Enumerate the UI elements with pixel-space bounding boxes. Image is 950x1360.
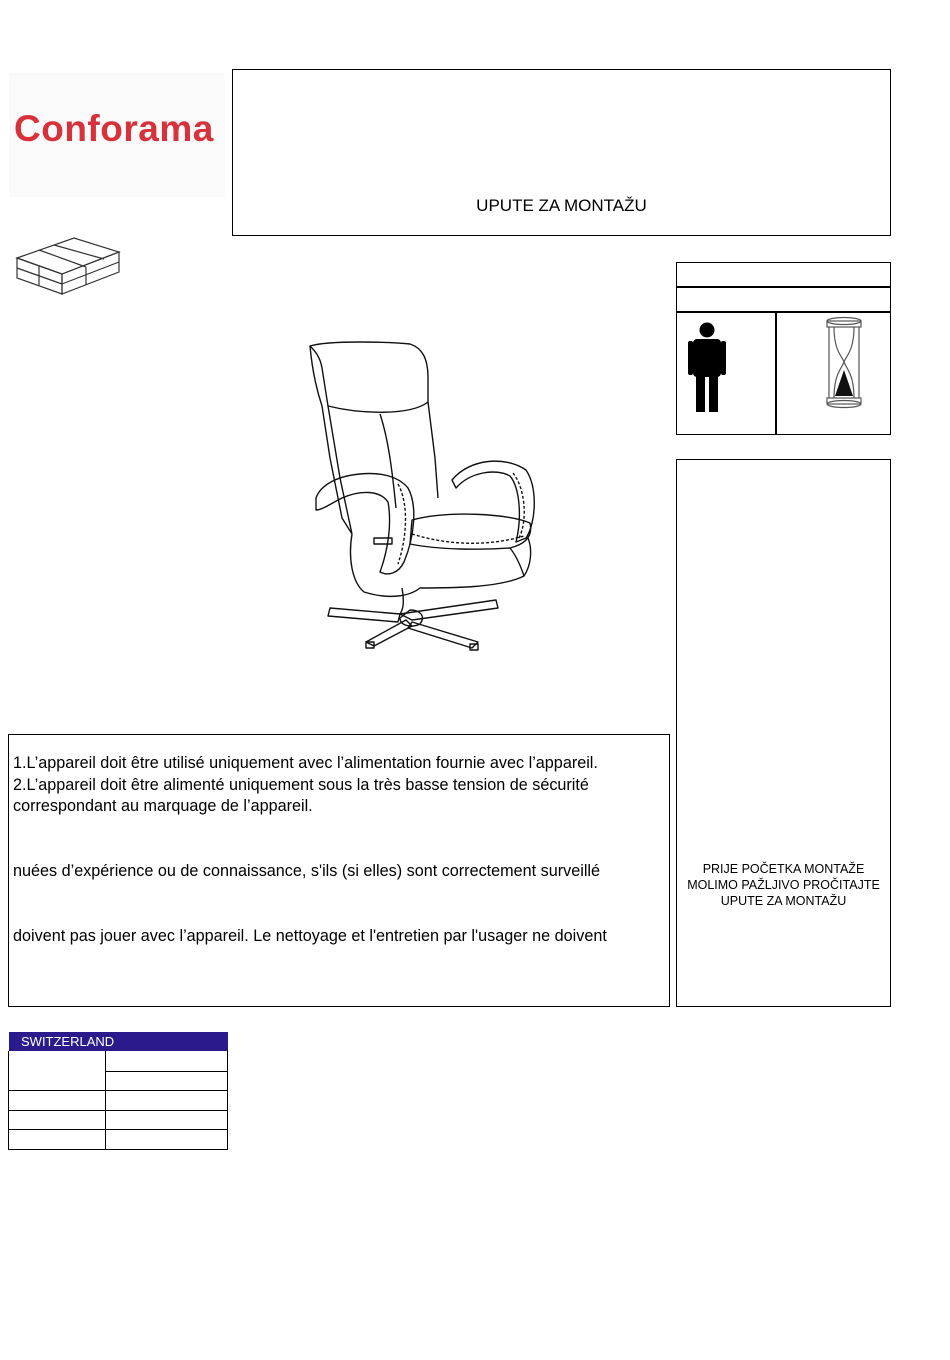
divider [775, 311, 777, 435]
warning-line: correspondant au marquage de l’appareil. [13, 797, 313, 815]
divider [676, 311, 891, 313]
person-icon [686, 322, 730, 414]
warning-line: nuées d’expérience ou de connaissance, s'ils (si elles) sont correctement surveillé [13, 862, 601, 880]
notice-box [676, 459, 891, 1007]
warning-line: 2.L’appareil doit être alimenté uniquement sous la très basse tension de sécurité [13, 776, 589, 794]
notice-line: UPUTE ZA MONTAŽU [720, 894, 847, 908]
notice-line: MOLIMO PAŽLJIVO PROČITAJTE [687, 878, 880, 892]
assembly-notice [676, 861, 891, 909]
warning-line: 1.L’appareil doit être utilisé uniquement avec l’alimentation fournie avec l’appareil. [13, 754, 598, 772]
notice-line: PRIJE POČETKA MONTAŽE [702, 862, 865, 876]
recliner-chair-illustration [300, 338, 545, 654]
hourglass-icon [822, 316, 866, 410]
country-table-header: SWITZERLAND [9, 1032, 228, 1051]
divider [676, 286, 891, 288]
warning-line: doivent pas jouer avec l’appareil. Le nettoyage et l'entretien par l'usager ne doivent [13, 927, 607, 945]
country-table [8, 1051, 228, 1150]
conforama-logo: Conforama [14, 108, 214, 149]
page-title: UPUTE ZA MONTAŽU [476, 196, 647, 215]
package-icon [14, 236, 124, 298]
